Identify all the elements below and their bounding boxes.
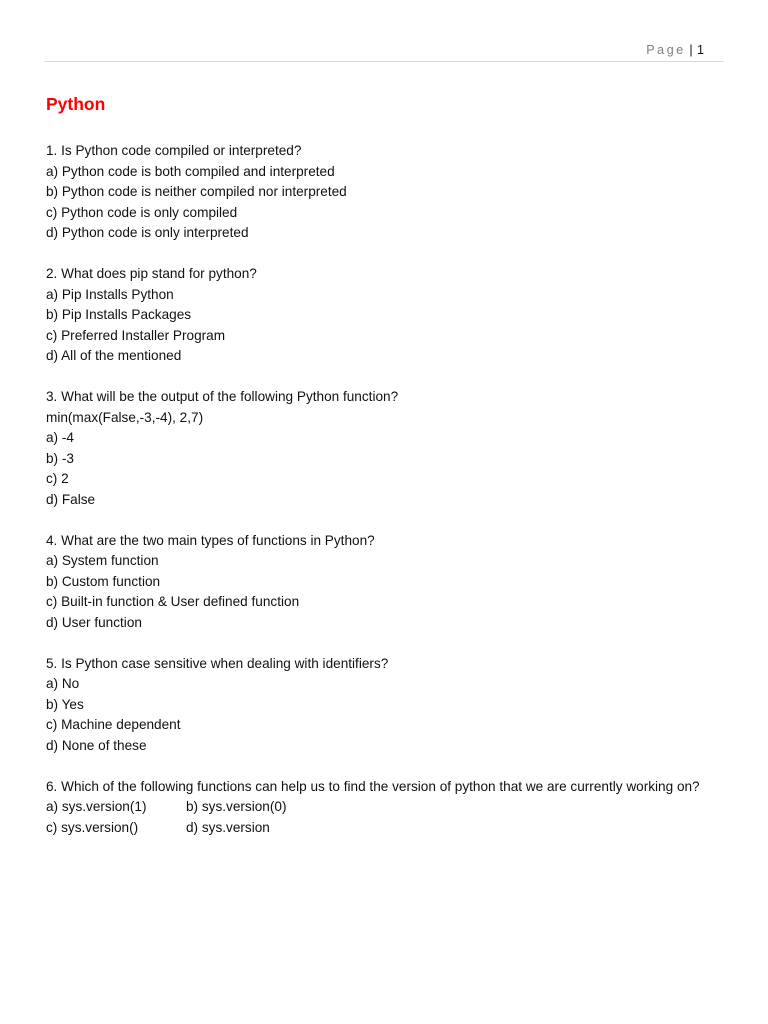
page-header [646,43,704,57]
option-a: a) Python code is both compiled and interpreted [46,163,335,179]
option-d: d) User function [46,614,142,630]
question-text: 5. Is Python case sensitive when dealing with identifiers? [46,655,389,671]
option-d: d) sys.version [186,819,270,835]
header-divider [44,61,724,62]
question-3 [46,387,726,510]
question-4 [46,531,726,634]
option-c: c) sys.version() [46,819,139,835]
option-c: c) Machine dependent [46,717,181,732]
option-c: c) Python code is only compiled [46,204,238,220]
option-a: a) System function [46,553,159,568]
option-c: c) 2 [46,471,69,486]
option-d: d) Python code is only interpreted [46,225,249,240]
option-b: b) Custom function [46,573,161,589]
page-number: 1 [697,43,704,57]
option-d: d) All of the mentioned [46,348,182,363]
option-b: b) Python code is neither compiled nor interpreted [46,184,347,199]
option-a: a) sys.version(1) [46,799,147,814]
option-b: b) Yes [46,696,84,712]
option-d: d) None of these [46,737,147,753]
question-text: 4. What are the two main types of functions in Python? [46,532,375,548]
option-a: a) -4 [46,430,74,445]
question-2 [46,264,726,367]
question-text: 6. Which of the following functions can help us to find the version of python that we are currently working on? [46,778,700,794]
question-text: 3. What will be the output of the following Python function? [46,389,399,404]
option-a: a) Pip Installs Python [46,286,174,302]
option-d: d) False [46,491,96,507]
option-c: c) Preferred Installer Program [46,327,226,343]
question-1 [46,141,726,244]
question-5 [46,654,726,757]
page-separator: | [689,43,693,57]
option-row-1 [46,797,726,818]
option-row-2 [46,818,726,839]
question-text: 1. Is Python code compiled or interpreted? [46,143,302,158]
document-title: Python [46,94,106,114]
question-list [46,141,726,859]
code-snippet: min(max(False,-3,-4), 2,7) [46,409,204,425]
option-b: b) Pip Installs Packages [46,307,192,322]
option-a: a) No [46,676,80,691]
page-label: Page [646,43,686,57]
option-b: b) sys.version(0) [186,799,287,814]
question-6 [46,777,726,839]
question-text: 2. What does pip stand for python? [46,266,257,281]
option-c: c) Built-in function & User defined function [46,594,300,609]
option-b: b) -3 [46,450,74,466]
